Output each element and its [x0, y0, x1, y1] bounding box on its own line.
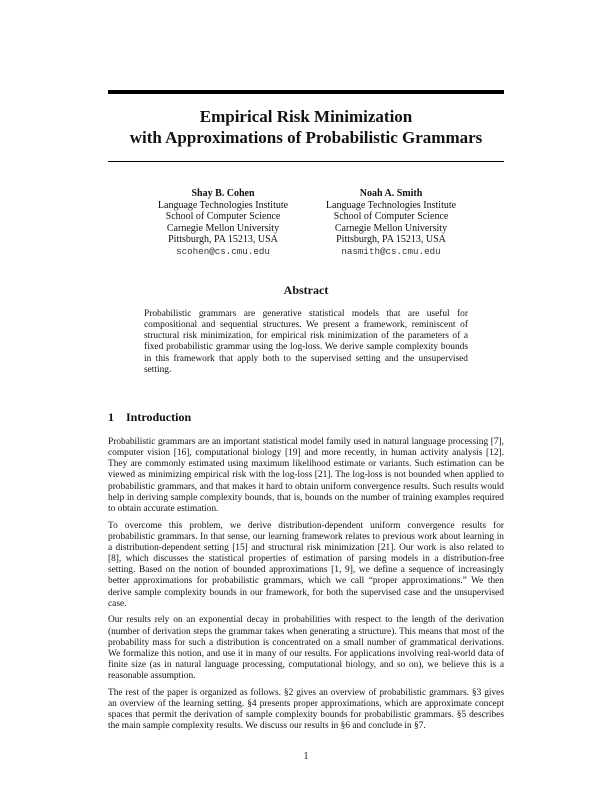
author-block-2 [301, 188, 481, 258]
author-email: scohen@cs.cmu.edu [176, 245, 270, 257]
section-title: Introduction [126, 410, 192, 424]
abstract-heading: Abstract [283, 283, 329, 297]
author-affiliation-line: Carnegie Mellon University [334, 222, 448, 234]
section-body [108, 437, 504, 738]
author-affiliation-line: School of Computer Science [333, 211, 449, 223]
author-affiliation-line: School of Computer Science [165, 211, 281, 223]
title-bottom-rule [108, 161, 504, 162]
author-affiliation-line: Pittsburgh, PA 15213, USA [168, 234, 278, 246]
body-paragraph: Probabilistic grammars are an important statistical model family used in natural language processing [7], computer vision [16], computational biology [19] and more recently, in human activity analysis [12]. They are commonly estimated using maximum likelihood estimate or variants. Such estimation can be viewed as minimizing empirical risk with the log-loss [21]. The log-loss is not bounded when applied to probabilistic grammars, and that makes it hard to obtain uniform convergence results. Such results would help in deriving sample complexity bounds, that is, bounds on the number of training examples required to obtain accurate estimation. [108, 437, 504, 514]
page-number: 1 [303, 751, 309, 762]
body-paragraph: To overcome this problem, we derive distribution-dependent uniform convergence results for probabilistic grammars. In that sense, our learning framework relates to previous work about learning in a distribution-dependent setting [15] and structural risk minimization [21]. Our work is also related to [8], which discusses the statistical properties of estimation of parsing models in a distribution-free setting. Based on the notion of bounded approximations [1, 9], we define a sequence of increasingly better approximations for probabilistic grammars, which we call “proper approximations.” We then derive sample complexity bounds in our framework, for both the supervised case and the unsupervised case. [108, 520, 504, 609]
author-affiliation-line: Carnegie Mellon University [166, 222, 280, 234]
title-top-rule [108, 90, 504, 94]
author-name: Noah A. Smith [359, 188, 423, 199]
abstract-text: Probabilistic grammars are generative statistical models that are useful for compositional and sequential structures. We present a framework, reminiscent of structural risk minimization, for empirical risk minimization of the parameters of a fixed probabilistic grammar using the log-loss. We derive sample complexity bounds in this framework that apply both to the supervised setting and the unsupervised setting. [144, 309, 468, 375]
section-number: 1 [108, 410, 114, 424]
paper-title [108, 106, 504, 148]
author-block-1 [133, 188, 313, 258]
body-paragraph: The rest of the paper is organized as follows. §2 gives an overview of probabilistic grammars. §3 gives an overview of the learning setting. §4 presents proper approximations, which are approximate concept spaces that permit the derivation of sample complexity bounds for probabilistic grammars. §5 describes the main sample complexity results. We discuss our results in §6 and conclude in §7. [108, 687, 504, 732]
title-line-1: Empirical Risk Minimization [199, 107, 413, 126]
author-email: nasmith@cs.cmu.edu [341, 245, 441, 257]
section-heading [108, 410, 191, 425]
author-affiliation-line: Pittsburgh, PA 15213, USA [336, 234, 446, 246]
title-line-2: with Approximations of Probabilistic Grammars [129, 128, 483, 147]
author-affiliation-line: Language Technologies Institute [157, 199, 289, 211]
body-paragraph: Our results rely on an exponential decay in probabilities with respect to the length of the derivation (number of derivation steps the grammar takes when generating a structure). This means that most of the probability mass for such a distribution is concentrated on a small number of grammatical derivations. We formalize this notion, and use it in many of our results. For applications involving real-world data of finite size (as in natural language processing, computational biology, and so on), we believe this is a reasonable assumption. [108, 615, 504, 682]
author-affiliation-line: Language Technologies Institute [325, 199, 457, 211]
author-name: Shay B. Cohen [191, 188, 255, 199]
